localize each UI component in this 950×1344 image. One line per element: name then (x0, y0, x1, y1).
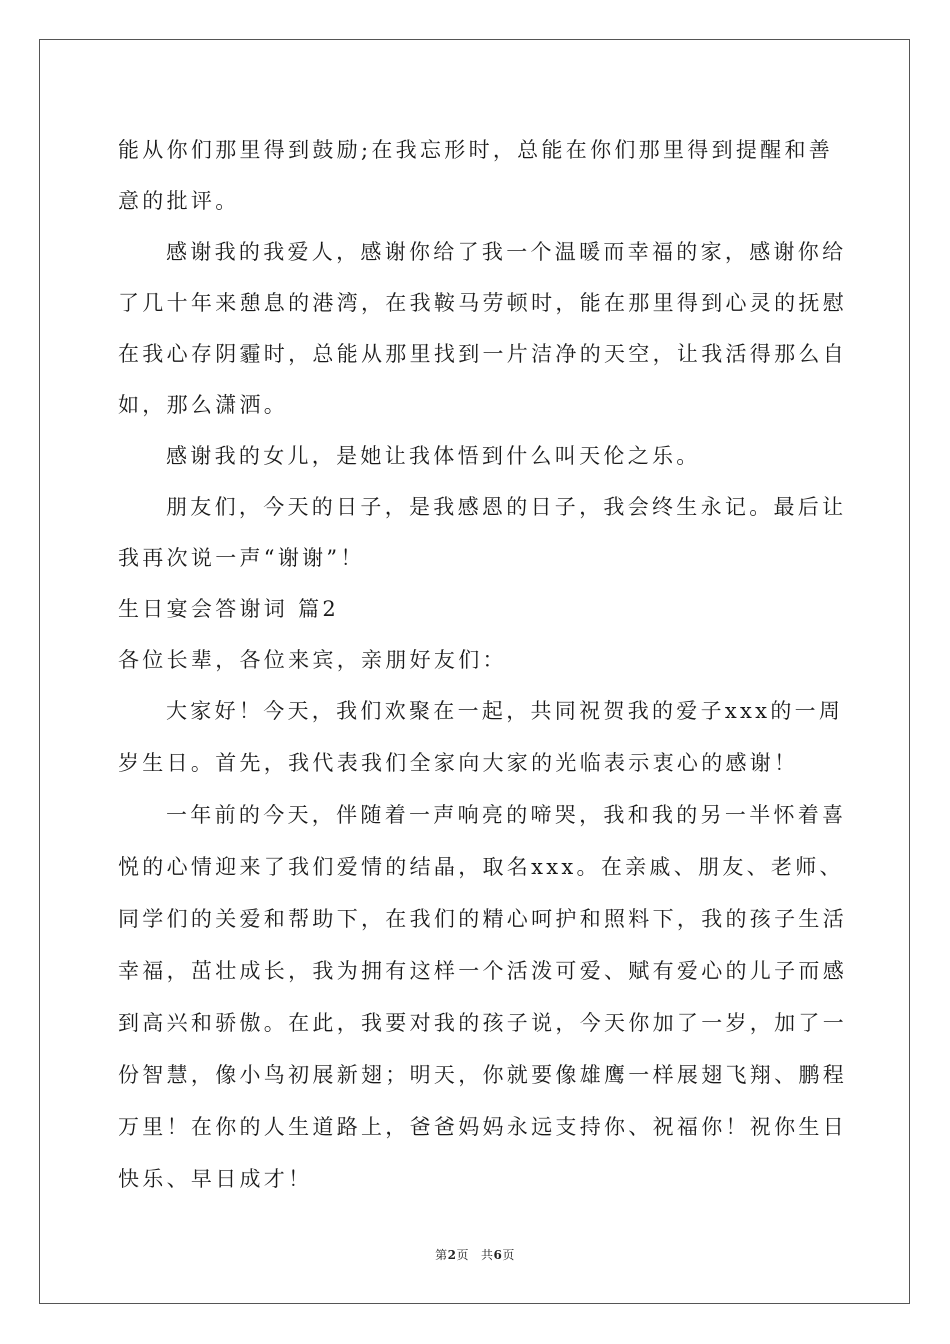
text-line: 快乐、早日成才！ (118, 1167, 313, 1191)
total-suffix: 页 (502, 1248, 515, 1262)
document-body (118, 128, 847, 1209)
text-line: 感谢我的女儿，是她让我体悟到什么叫天伦之乐。 (166, 444, 701, 468)
section-heading: 生日宴会答谢词 篇2 (118, 597, 340, 621)
text-line: 朋友们，今天的日子，是我感恩的日子，我会终生永记。最后让 (166, 495, 847, 519)
page-prefix: 第 (435, 1248, 448, 1262)
text-line: 如，那么潇洒。 (118, 393, 289, 417)
page-number: 2 (447, 1248, 457, 1262)
text-line: 大家好！今天，我们欢聚在一起，共同祝贺我的爱子xxx的一周 (166, 699, 844, 723)
text-line: 悦的心情迎来了我们爱情的结晶，取名xxx。在亲戚、朋友、老师、 (118, 855, 844, 879)
text-line: 幸福，茁壮成长，我为拥有这样一个活泼可爱、赋有爱心的儿子而感 (118, 959, 847, 983)
page-suffix: 页 (456, 1248, 469, 1262)
text-line: 岁生日。首先，我代表我们全家向大家的光临表示衷心的感谢！ (118, 751, 799, 775)
page-footer (0, 1246, 950, 1263)
total-prefix: 共 (481, 1248, 494, 1262)
text-line: 万里！在你的人生道路上，爸爸妈妈永远支持你、祝福你！祝你生日 (118, 1115, 847, 1139)
text-line: 我再次说一声“谢谢”！ (118, 546, 365, 570)
text-line: 一年前的今天，伴随着一声响亮的啼哭，我和我的另一半怀着喜 (166, 803, 847, 827)
text-line: 份智慧，像小鸟初展新翅；明天，你就要像雄鹰一样展翅飞翔、鹏程 (118, 1063, 847, 1087)
text-line: 能从你们那里得到鼓励;在我忘形时，总能在你们那里得到提醒和善 (118, 138, 834, 162)
text-line: 同学们的关爱和帮助下，在我们的精心呵护和照料下，我的孩子生活 (118, 907, 847, 931)
total-pages: 6 (493, 1248, 503, 1262)
text-line: 感谢我的我爱人，感谢你给了我一个温暖而幸福的家，感谢你给 (166, 240, 847, 264)
text-line: 意的批评。 (118, 189, 240, 213)
text-line: 了几十年来憩息的港湾，在我鞍马劳顿时，能在那里得到心灵的抚慰 (118, 291, 847, 315)
salutation-line: 各位长辈，各位来宾，亲朋好友们： (118, 648, 507, 672)
text-line: 到高兴和骄傲。在此，我要对我的孩子说，今天你加了一岁，加了一 (118, 1011, 847, 1035)
text-line: 在我心存阴霾时，总能从那里找到一片洁净的天空，让我活得那么自 (118, 342, 847, 366)
